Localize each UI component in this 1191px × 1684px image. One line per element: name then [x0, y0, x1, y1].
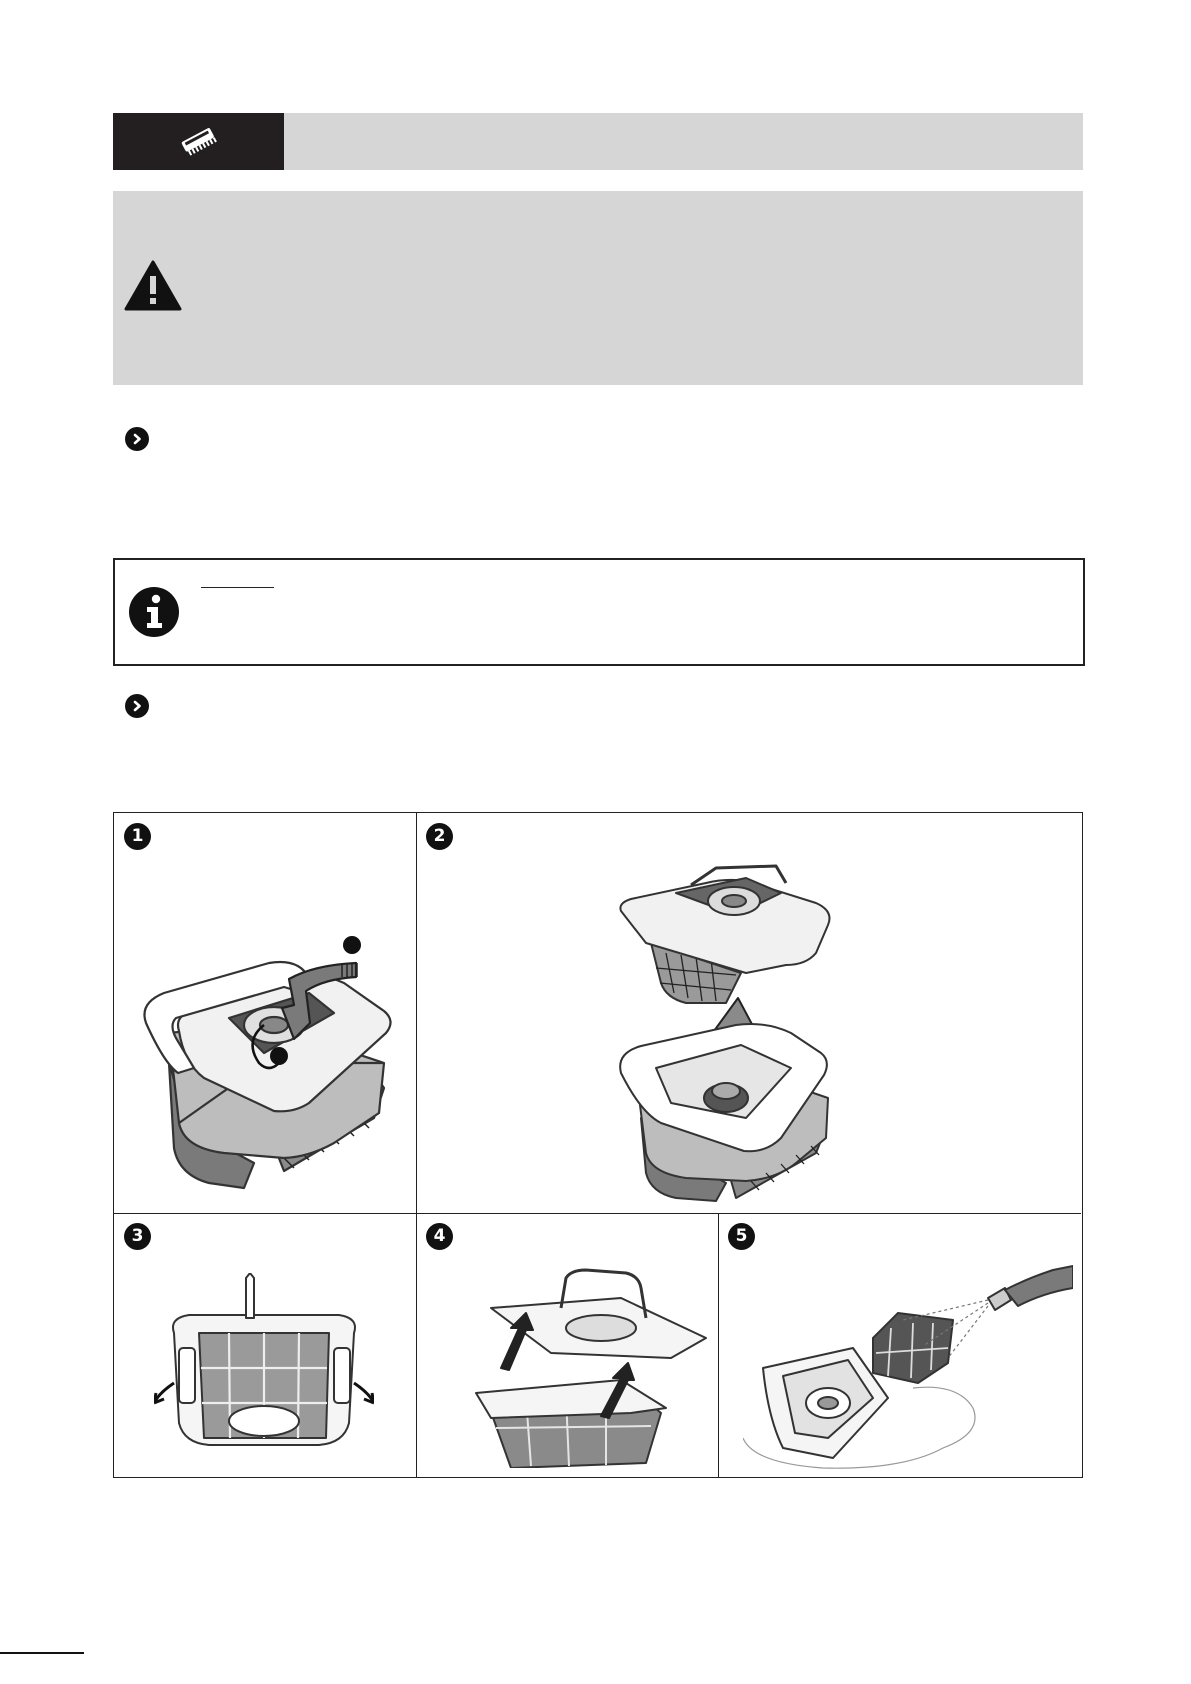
step-1-panel [114, 813, 416, 1213]
step-4-panel [416, 1213, 718, 1477]
cleaning-brush-icon [177, 125, 221, 159]
warning-panel [113, 191, 1083, 385]
footer-rule [0, 1652, 84, 1654]
info-icon [127, 585, 181, 639]
step-number: 2 [426, 823, 453, 850]
step-number: 5 [728, 1223, 755, 1250]
open-filter-clips-illustration [154, 1273, 374, 1463]
bullet-chevron-1 [125, 427, 149, 451]
info-heading-underline [201, 587, 274, 588]
robot-top-cover-illustration [134, 913, 404, 1193]
remove-filter-basket-illustration [616, 863, 846, 1208]
step-number: 3 [124, 1223, 151, 1250]
info-box [113, 558, 1085, 666]
step-2-panel [416, 813, 1081, 1213]
section-header-icon-block [113, 113, 284, 170]
step-5-panel [718, 1213, 1081, 1477]
warning-triangle-icon [124, 260, 182, 312]
chevron-right-icon [131, 433, 143, 445]
step-number: 4 [426, 1223, 453, 1250]
section-header-bar [113, 113, 1083, 170]
rinse-filter-illustration [743, 1258, 1073, 1473]
filter-cleaning-figure [113, 812, 1083, 1478]
chevron-right-icon [131, 700, 143, 712]
bullet-chevron-2 [125, 694, 149, 718]
step-3-panel [114, 1213, 416, 1477]
step-number: 1 [124, 823, 151, 850]
separate-filter-illustration [471, 1268, 711, 1468]
